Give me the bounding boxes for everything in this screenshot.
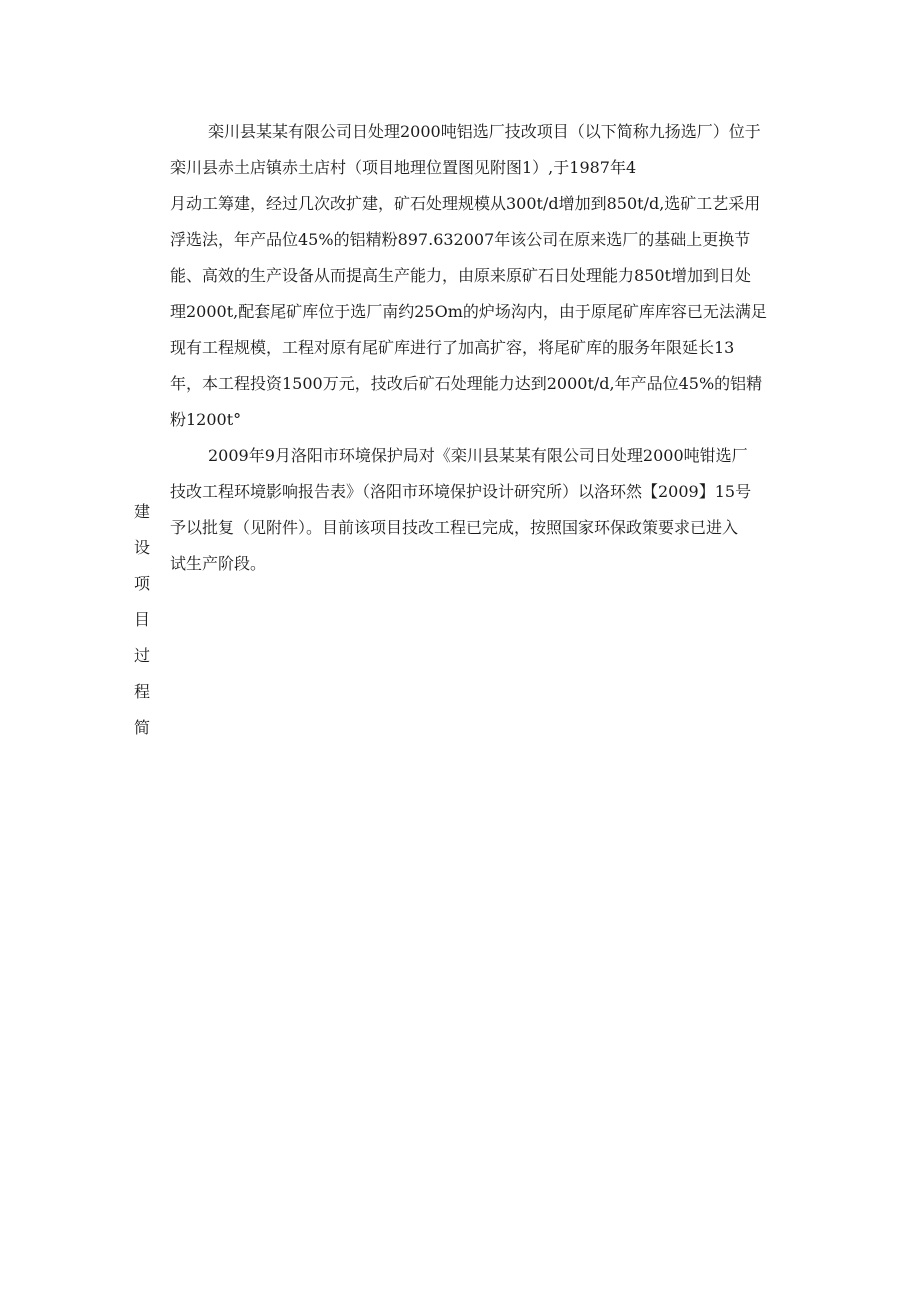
side-label-char: 简 bbox=[133, 718, 150, 737]
side-label-char: 目 bbox=[133, 610, 150, 629]
text-line: 年，本工程投资1500万元，技改后矿石处理能力达到2000t∕d,年产品位45%的铝精 bbox=[170, 374, 763, 393]
text-line: 予以批复（见附件）。目前该项目技改工程已完成，按照国家环保政策要求已进入 bbox=[170, 518, 739, 537]
text-line: 能、高效的生产设备从而提高生产能力，由原来原矿石日处理能力850t增加到日处 bbox=[170, 266, 751, 285]
body-text bbox=[170, 114, 790, 582]
text-line: 技改工程环境影响报告表》（洛阳市环境保护设计研究所）以洛环然【2009】15号 bbox=[170, 482, 752, 501]
text-line: 栾川县某某有限公司日处理2000吨铝选厂技改项目（以下简称九扬选厂）位于 bbox=[208, 122, 761, 141]
text-line: 2009年9月洛阳市环境保护局对《栾川县某某有限公司日处理2000吨钳选厂 bbox=[208, 446, 748, 465]
side-label-char: 建 bbox=[133, 502, 150, 521]
text-line: 粉1200t° bbox=[170, 410, 242, 429]
side-label-char: 程 bbox=[133, 682, 150, 701]
side-label-char: 过 bbox=[133, 646, 150, 665]
text-line: 现有工程规模，工程对原有尾矿库进行了加高扩容，将尾矿库的服务年限延长13 bbox=[170, 338, 735, 357]
section-side-label bbox=[131, 494, 153, 746]
text-line: 理2000t,配套尾矿库位于选厂南约25Om的炉场沟内，由于原尾矿库库容已无法满足 bbox=[170, 302, 767, 321]
text-line: 月动工筹建，经过几次改扩建，矿石处理规模从300t∕d增加到850t∕d,选矿工艺采用 bbox=[170, 194, 761, 213]
paragraph-project-overview bbox=[170, 114, 790, 438]
text-line: 栾川县赤土店镇赤土店村（项目地理位置图见附图1）,于1987年4 bbox=[170, 158, 637, 177]
text-line: 浮选法，年产品位45%的铝精粉897.632007年该公司在原来选厂的基础上更换节 bbox=[170, 230, 751, 249]
paragraph-approval-status bbox=[170, 438, 790, 582]
side-label-char: 设 bbox=[133, 538, 150, 557]
text-line: 试生产阶段。 bbox=[170, 554, 267, 573]
side-label-char: 项 bbox=[133, 574, 150, 593]
